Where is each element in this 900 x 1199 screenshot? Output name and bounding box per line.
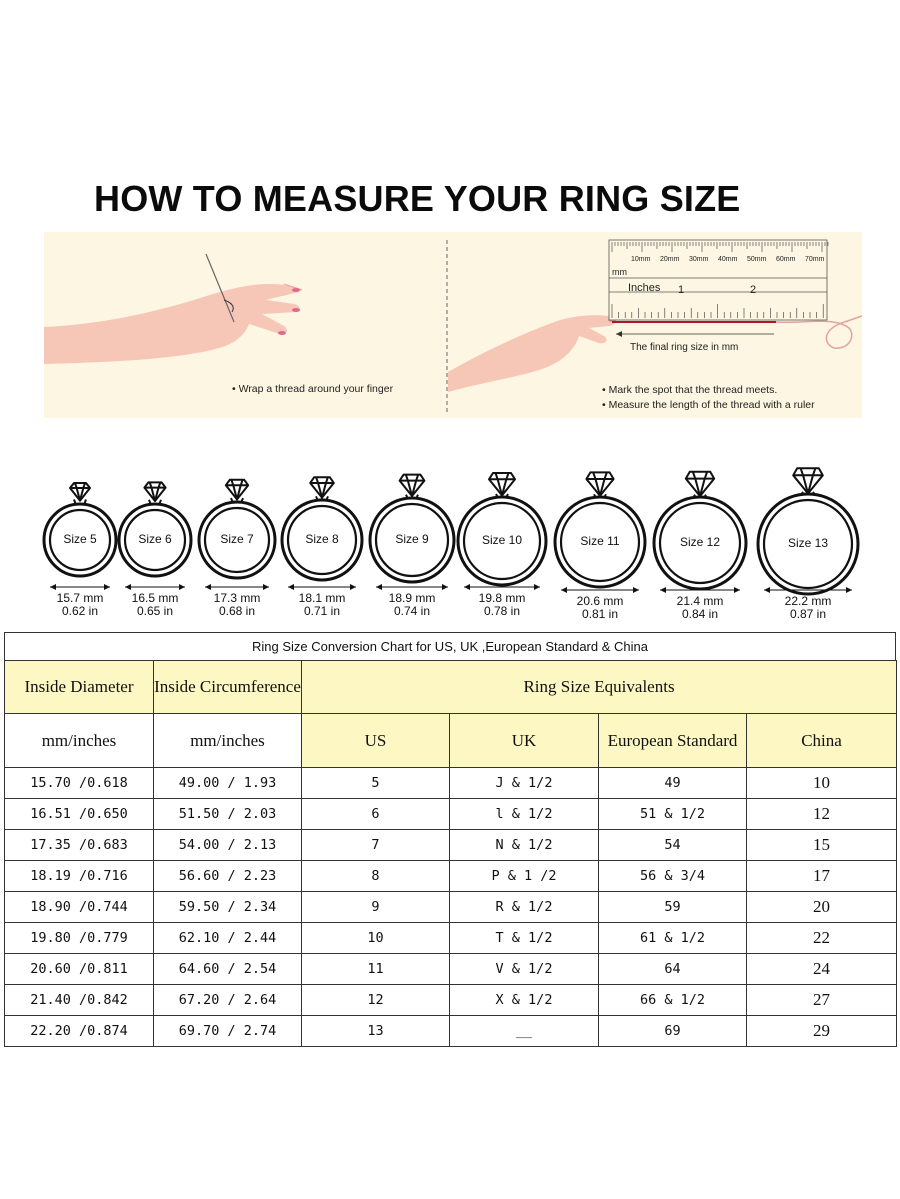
step-wrap-thread: • Wrap a thread around your finger [232, 383, 394, 395]
ring-size-guide [0, 440, 900, 630]
ring-size-label: Size 7 [220, 532, 254, 546]
ring-diameter-in: 0.74 in [393, 604, 431, 618]
table-row [5, 923, 897, 954]
cell-uk: N & 1/2 [450, 830, 599, 861]
table-row [5, 830, 897, 861]
ring-diameter-mm: 18.1 mm [298, 591, 346, 605]
ring-diameter-mm: 22.2 mm [784, 594, 832, 608]
header-diameter-unit: mm/inches [5, 714, 154, 768]
ruler-mm-label: mm [612, 267, 627, 277]
cell-diameter: 21.40 /0.842 [5, 985, 154, 1016]
cell-uk: __ [450, 1016, 599, 1047]
header-us: US [302, 714, 450, 768]
cell-circumference: 64.60 / 2.54 [154, 954, 302, 985]
cell-china: 10 [747, 768, 897, 799]
cell-us: 9 [302, 892, 450, 923]
cell-european: 64 [599, 954, 747, 985]
cell-diameter: 22.20 /0.874 [5, 1016, 154, 1047]
hand-left-icon [44, 254, 302, 364]
table-row [5, 892, 897, 923]
cell-uk: R & 1/2 [450, 892, 599, 923]
ruler-mm-tick-label: 20mm [660, 256, 680, 263]
header-european: European Standard [599, 714, 747, 768]
cell-diameter: 18.90 /0.744 [5, 892, 154, 923]
ruler-mm-tick-label: 30mm [689, 256, 709, 263]
ring-diameter-in: 0.78 in [483, 604, 521, 618]
cell-uk: l & 1/2 [450, 799, 599, 830]
cell-european: 61 & 1/2 [599, 923, 747, 954]
ring-size-label: Size 5 [63, 532, 97, 546]
ruler-inch-1: 1 [678, 284, 685, 296]
ring-size-label: Size 12 [679, 535, 721, 549]
header-uk: UK [450, 714, 599, 768]
cell-china: 20 [747, 892, 897, 923]
cell-circumference: 56.60 / 2.23 [154, 861, 302, 892]
ring-measurement [763, 595, 853, 621]
cell-uk: T & 1/2 [450, 923, 599, 954]
ruler-inch-2: 2 [750, 284, 757, 296]
ring-size-label: Size 10 [481, 533, 523, 547]
step-measure-length: • Measure the length of the thread with a ruler [602, 399, 815, 411]
ring-diameter-in: 0.87 in [789, 607, 827, 621]
cell-china: 12 [747, 799, 897, 830]
cell-us: 10 [302, 923, 450, 954]
cell-diameter: 17.35 /0.683 [5, 830, 154, 861]
ruler-icon [609, 240, 828, 320]
cell-european: 59 [599, 892, 747, 923]
cell-china: 17 [747, 861, 897, 892]
cell-us: 12 [302, 985, 450, 1016]
table-row [5, 799, 897, 830]
cell-us: 5 [302, 768, 450, 799]
ring-diameter-in: 0.62 in [61, 604, 99, 618]
cell-diameter: 20.60 /0.811 [5, 954, 154, 985]
cell-european: 56 & 3/4 [599, 861, 747, 892]
cell-circumference: 69.70 / 2.74 [154, 1016, 302, 1047]
ruler-mm-tick-label: 50mm [747, 256, 767, 263]
cell-uk: P & 1 /2 [450, 861, 599, 892]
cell-diameter: 16.51 /0.650 [5, 799, 154, 830]
cell-circumference: 59.50 / 2.34 [154, 892, 302, 923]
ring-diameter-mm: 21.4 mm [676, 594, 724, 608]
cell-us: 6 [302, 799, 450, 830]
table-row [5, 985, 897, 1016]
cell-us: 11 [302, 954, 450, 985]
conversion-chart [4, 632, 896, 1047]
ruler-caption: The final ring size in mm [630, 342, 739, 353]
header-circumference-unit: mm/inches [154, 714, 302, 768]
page-title: HOW TO MEASURE YOUR RING SIZE [94, 178, 741, 219]
cell-china: 24 [747, 954, 897, 985]
header-ring-size-equivalents: Ring Size Equivalents [302, 661, 897, 714]
cell-diameter: 18.19 /0.716 [5, 861, 154, 892]
ring-diameter-mm: 20.6 mm [576, 594, 624, 608]
cell-diameter: 15.70 /0.618 [5, 768, 154, 799]
header-inside-circumference: Inside Circumference [154, 661, 302, 714]
hand-right-icon [448, 315, 617, 392]
instruction-panel [44, 232, 862, 418]
ring-diameter-mm: 19.8 mm [478, 591, 526, 605]
ring-diameter-in: 0.71 in [303, 604, 341, 618]
ring-size-label: Size 13 [787, 536, 829, 550]
cell-us: 7 [302, 830, 450, 861]
cell-circumference: 51.50 / 2.03 [154, 799, 302, 830]
cell-diameter: 19.80 /0.779 [5, 923, 154, 954]
cell-uk: J & 1/2 [450, 768, 599, 799]
ring-diameter-mm: 16.5 mm [131, 591, 179, 605]
cell-us: 8 [302, 861, 450, 892]
table-row [5, 1016, 897, 1047]
ring-diameter-mm: 18.9 mm [388, 591, 436, 605]
ring-diameter-in: 0.65 in [136, 604, 174, 618]
cell-circumference: 62.10 / 2.44 [154, 923, 302, 954]
table-row [5, 861, 897, 892]
ring-diameter-mm: 15.7 mm [56, 591, 104, 605]
cell-european: 54 [599, 830, 747, 861]
table-row [5, 768, 897, 799]
header-inside-diameter: Inside Diameter [5, 661, 154, 714]
cell-china: 22 [747, 923, 897, 954]
cell-european: 51 & 1/2 [599, 799, 747, 830]
cell-china: 27 [747, 985, 897, 1016]
cell-us: 13 [302, 1016, 450, 1047]
table-row [5, 954, 897, 985]
ring-diameter-in: 0.81 in [581, 607, 619, 621]
cell-circumference: 49.00 / 1.93 [154, 768, 302, 799]
cell-european: 69 [599, 1016, 747, 1047]
ring-diameter-in: 0.68 in [218, 604, 256, 618]
cell-european: 66 & 1/2 [599, 985, 747, 1016]
ruler-mm-tick-label: 70mm [805, 256, 825, 263]
cell-china: 15 [747, 830, 897, 861]
step-mark-spot: • Mark the spot that the thread meets. [602, 384, 778, 396]
cell-china: 29 [747, 1016, 897, 1047]
ruler-inches-label: Inches [628, 282, 661, 294]
ring-size-label: Size 6 [138, 532, 172, 546]
cell-circumference: 67.20 / 2.64 [154, 985, 302, 1016]
ring-size-label: Size 8 [305, 532, 339, 546]
ring-size-label: Size 9 [395, 532, 429, 546]
ring-diameter-in: 0.84 in [681, 607, 719, 621]
ruler-mm-tick-label: 10mm [631, 256, 651, 263]
header-china: China [747, 714, 897, 768]
ring-diameter-mm: 17.3 mm [213, 591, 261, 605]
ruler-mm-tick-label: 40mm [718, 256, 738, 263]
conversion-table [4, 660, 897, 1047]
ruler-mm-tick-label: 60mm [776, 256, 796, 263]
cell-circumference: 54.00 / 2.13 [154, 830, 302, 861]
cell-uk: V & 1/2 [450, 954, 599, 985]
diamond-icon [793, 468, 823, 493]
chart-caption: Ring Size Conversion Chart for US, UK ,European Standard & China [4, 632, 896, 660]
cell-european: 49 [599, 768, 747, 799]
ring-size-label: Size 11 [580, 534, 620, 548]
cell-uk: X & 1/2 [450, 985, 599, 1016]
